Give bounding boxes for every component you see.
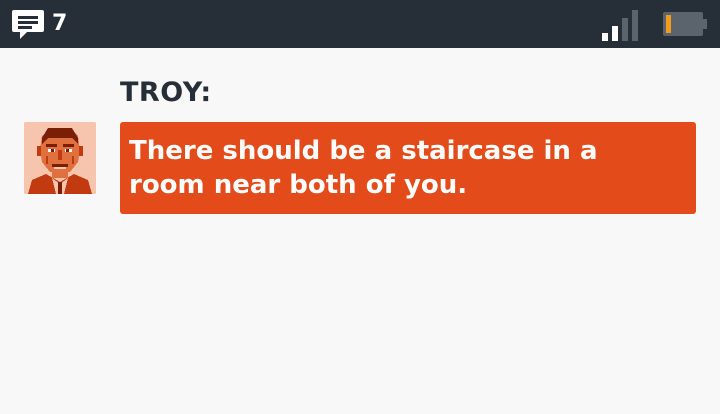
troy-portrait-icon <box>24 122 96 194</box>
dialogue-bubble: There should be a staircase in a room near both of you. <box>120 122 696 214</box>
message-icon[interactable] <box>11 8 45 40</box>
speaker-name: TROY: <box>120 77 212 108</box>
status-bar <box>0 0 720 48</box>
signal-icon <box>602 9 642 41</box>
battery-icon <box>662 11 708 37</box>
message-count: 7 <box>52 11 68 36</box>
avatar <box>24 122 96 194</box>
